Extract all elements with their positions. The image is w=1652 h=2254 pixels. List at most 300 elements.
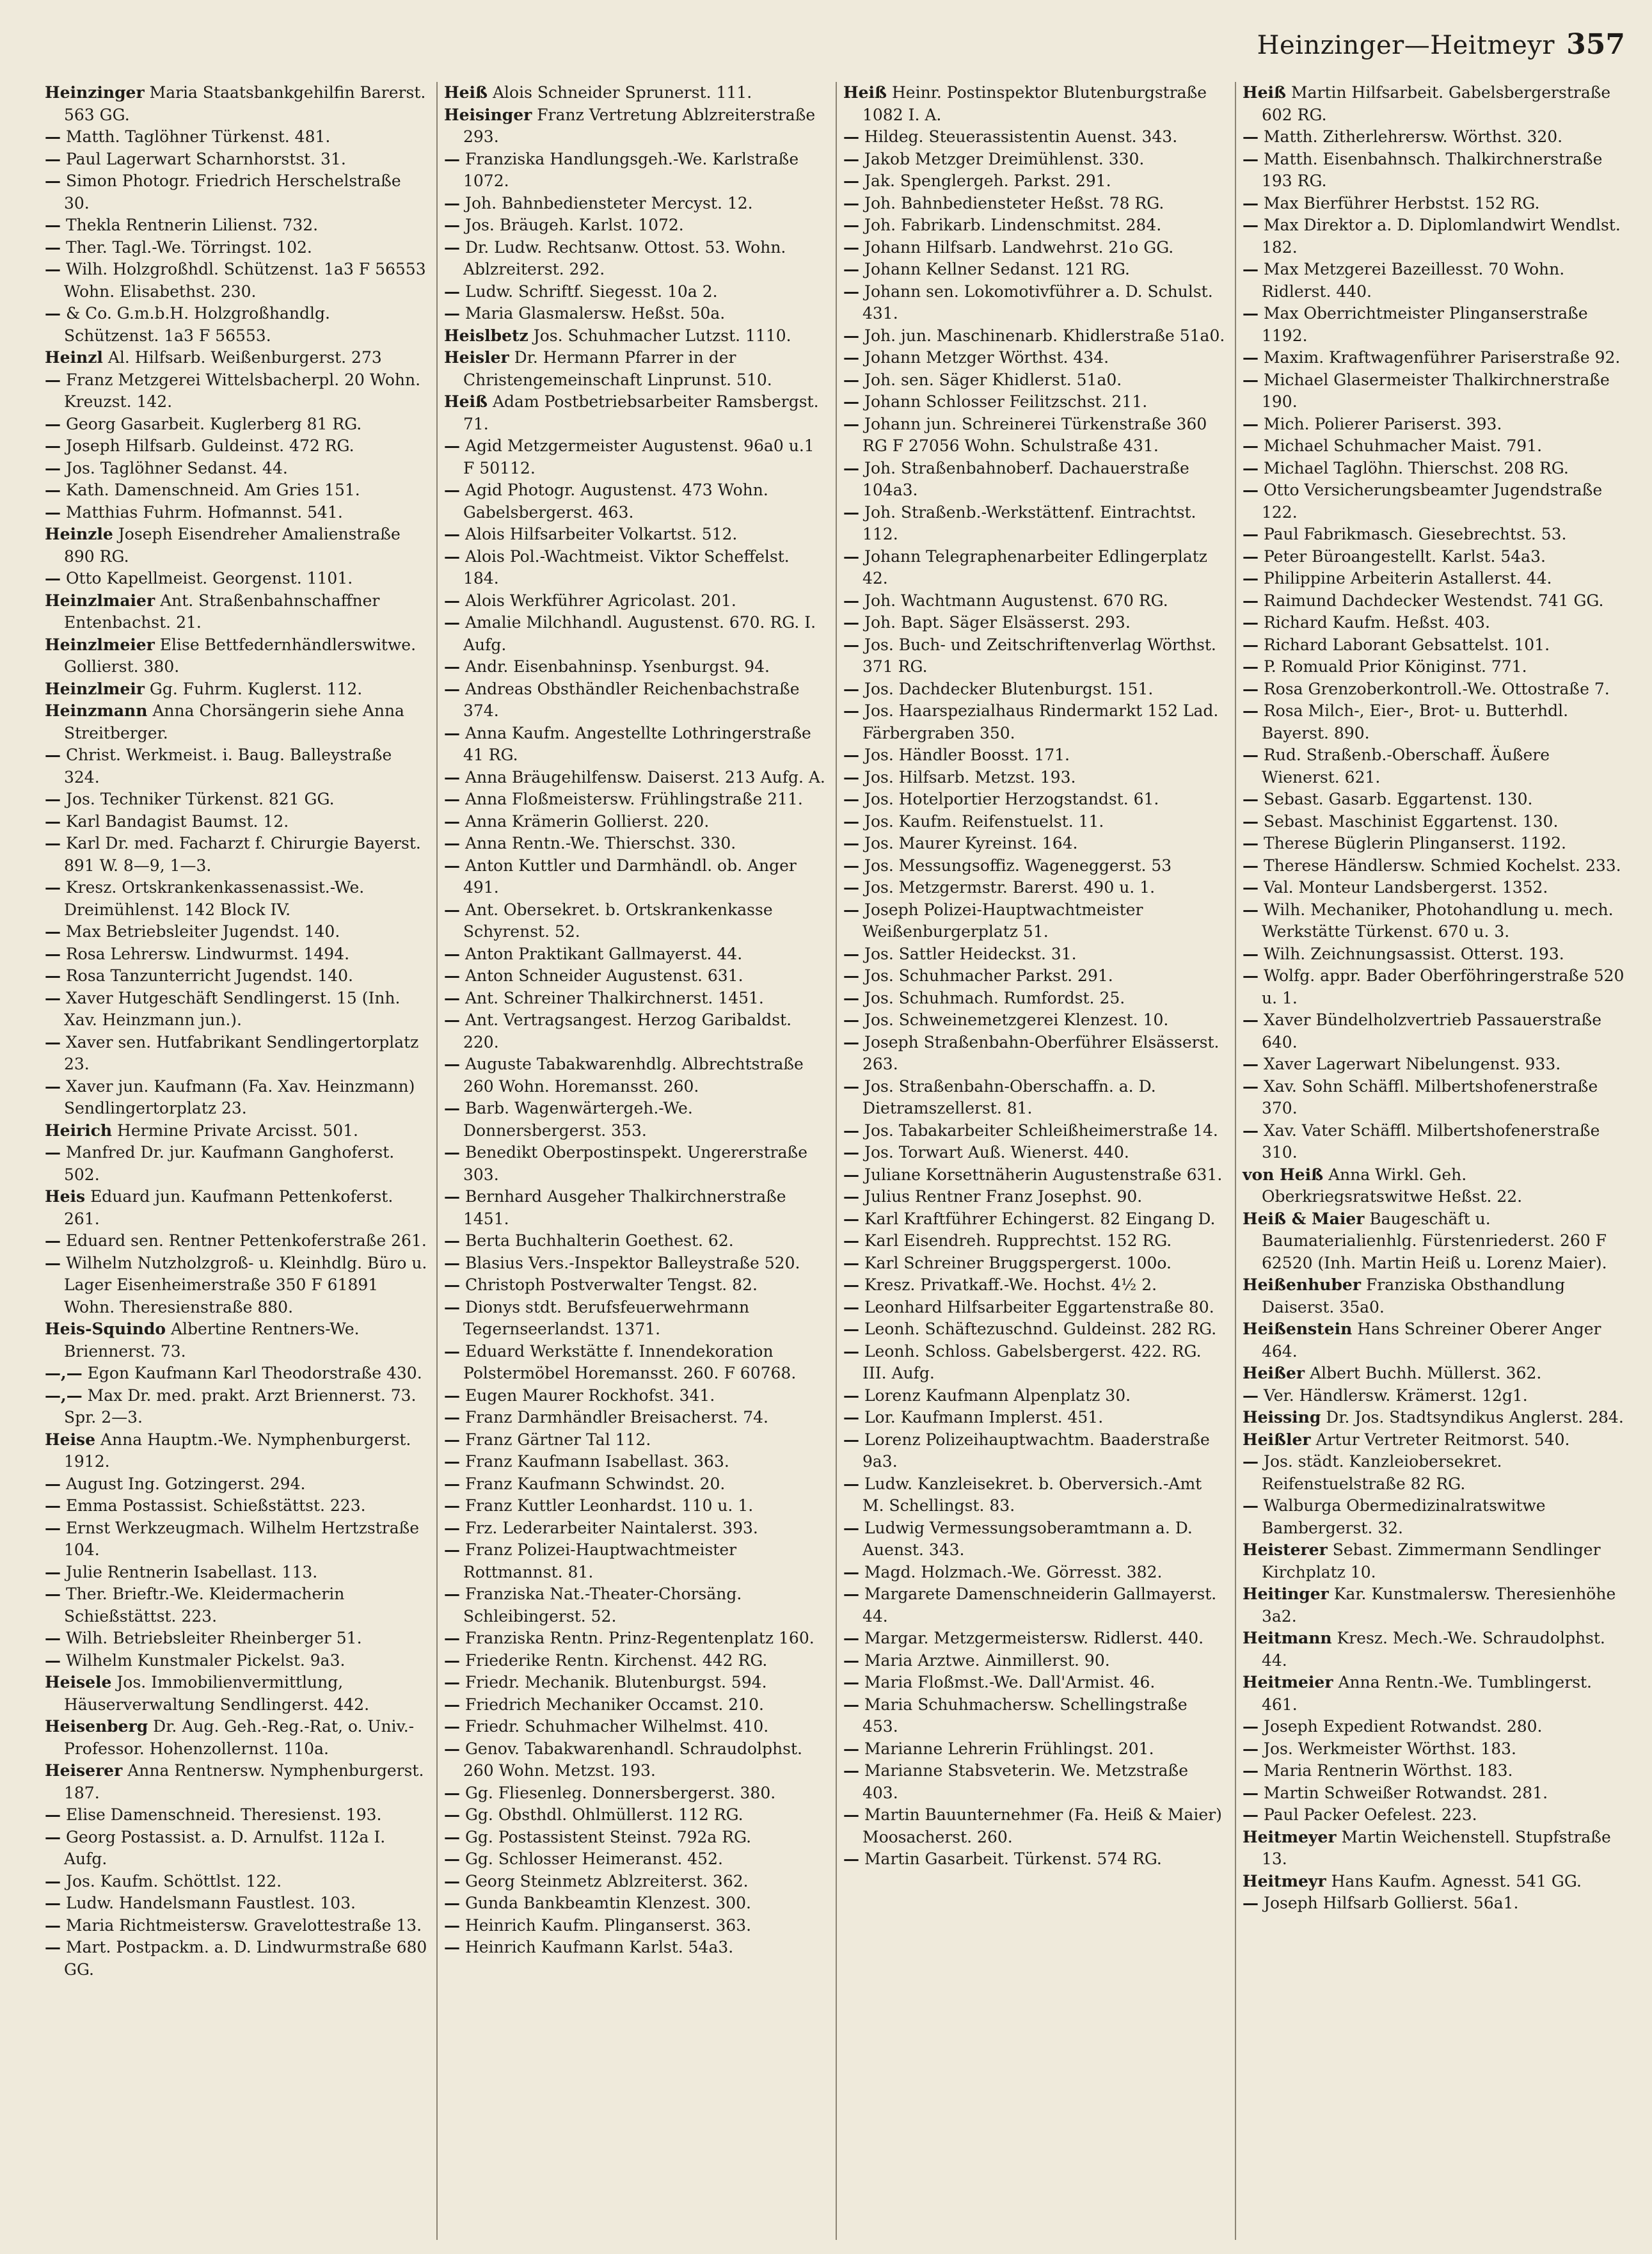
directory-entry <box>843 1760 1226 1804</box>
entry-surname: — <box>444 966 460 985</box>
directory-entry <box>45 1318 427 1363</box>
entry-details: Manfred Dr. jur. Kaufmann Ganghoferst. 502. <box>64 1143 395 1184</box>
entry-surname: — <box>444 1629 460 1647</box>
entry-surname: — <box>444 1253 460 1272</box>
directory-entry <box>45 1583 427 1627</box>
entry-details: Xaver Hutgeschäft Sendlingerst. 15 (Inh. Xav. Heinzmann jun.). <box>64 988 401 1029</box>
entry-surname: — <box>843 237 859 257</box>
entry-details: Al. Hilfsarb. Weißenburgerst. 273 <box>107 348 382 367</box>
entry-details: Jos. Immobilienvermittlung, Häuserverwaltung Sendlingerst. 442. <box>64 1673 370 1714</box>
entry-surname: — <box>45 966 61 985</box>
entry-details: Andr. Eisenbahninsp. Ysenburgst. 94. <box>465 657 770 676</box>
directory-entry <box>1243 1627 1625 1672</box>
entry-details: Wilh. Holzgroßhdl. Schützenst. 1a3 F 56553 Wohn. Elisabethst. 230. <box>64 260 426 301</box>
entry-surname: — <box>1243 635 1259 654</box>
directory-entry <box>444 237 827 281</box>
entry-surname: — <box>1243 260 1259 278</box>
entry-details: Gunda Bankbeamtin Klenzest. 300. <box>465 1894 751 1912</box>
entry-surname: — <box>1243 458 1259 477</box>
entry-details: Julie Rentnerin Isabellast. 113. <box>65 1562 318 1581</box>
entry-details: Martin Gasarbeit. Türkenst. 574 RG. <box>864 1850 1162 1868</box>
entry-details: Peter Büroangestellt. Karlst. 54a3. <box>1263 547 1546 566</box>
entry-surname: — <box>1243 436 1259 455</box>
entry-details: Agid Photogr. Augustenst. 473 Wohn. Gabelsbergerst. 463. <box>463 481 768 522</box>
directory-entry <box>45 1385 427 1429</box>
entry-surname: — <box>444 216 460 234</box>
entry-surname: — <box>45 1562 61 1581</box>
entry-surname: — <box>1243 525 1259 543</box>
directory-entry <box>843 546 1226 590</box>
directory-entry <box>843 237 1226 259</box>
entry-details: Auguste Tabakwarenhdlg. Albrechtstraße 260 Wohn. Horemansst. 260. <box>463 1055 804 1096</box>
entry-surname: — <box>1243 811 1259 831</box>
entry-surname: — <box>45 216 61 234</box>
directory-entry <box>45 1076 427 1120</box>
directory-entry <box>1243 568 1625 590</box>
directory-entry <box>843 899 1226 943</box>
entry-surname: — <box>444 1297 460 1316</box>
entry-details: Berta Buchhalterin Goethest. 62. <box>465 1231 734 1250</box>
entry-surname: — <box>843 127 859 146</box>
entry-details: Jos. Werkmeister Wörthst. 183. <box>1263 1739 1516 1758</box>
directory-entry <box>444 656 827 678</box>
entry-details: Jos. Hilfsarb. Metzst. 193. <box>864 767 1076 787</box>
directory-entry <box>1243 1318 1625 1363</box>
entry-details: Joseph Hilfsarb. Guldeinst. 472 RG. <box>65 436 354 455</box>
directory-entry <box>843 1120 1226 1142</box>
entry-details: Jos. Buch- und Zeitschriftenverlag Wörthst. 371 RG. <box>862 635 1216 676</box>
directory-entry <box>1243 369 1625 413</box>
entry-surname: von Heiß <box>1243 1165 1324 1184</box>
entry-details: Otto Kapellmeist. Georgenst. 1101. <box>65 569 353 587</box>
entry-surname: — <box>843 1408 859 1427</box>
entry-details: Christoph Postverwalter Tengst. 82. <box>465 1275 758 1294</box>
directory-entry <box>843 1694 1226 1738</box>
directory-entry <box>444 965 827 987</box>
entry-surname: — <box>444 1673 460 1691</box>
entry-surname: — <box>45 944 61 963</box>
entry-surname: — <box>843 547 859 566</box>
entry-details: Johann Hilfsarb. Landwehrst. 21o GG. <box>864 237 1174 257</box>
entry-details: Xav. Sohn Schäffl. Milbertshofenerstraße 370. <box>1262 1076 1598 1117</box>
column-4 <box>1235 82 1625 2240</box>
directory-entry <box>1243 1804 1625 1826</box>
entry-details: Leonh. Schäftezuschnd. Guldeinst. 282 RG. <box>864 1320 1217 1338</box>
entry-details: Dr. Aug. Geh.-Reg.-Rat, o. Univ.-Professor. Hohenzollernst. 110a. <box>64 1717 415 1758</box>
directory-entry <box>1243 1053 1625 1076</box>
entry-surname: — <box>1243 1739 1259 1758</box>
entry-surname: — <box>444 988 460 1007</box>
entry-details: Hans Kaufm. Agnesst. 541 GG. <box>1331 1871 1582 1890</box>
directory-entry <box>45 148 427 171</box>
entry-surname: — <box>843 1253 859 1272</box>
directory-entry <box>1243 899 1625 943</box>
entry-details: Max Bierführer Herbstst. 152 RG. <box>1263 193 1540 212</box>
directory-entry <box>45 170 427 214</box>
entry-details: Johann jun. Schreinerei Türkenstraße 360 RG F 27056 Wohn. Schulstraße 431. <box>862 414 1207 455</box>
entry-details: Joh. Bapt. Säger Elsässerst. 293. <box>864 613 1131 632</box>
directory-entry <box>444 524 827 546</box>
directory-entry <box>444 1517 827 1540</box>
entry-details: Heinr. Postinspektor Blutenburgstraße 1082 I. A. <box>862 83 1207 124</box>
directory-entry <box>45 678 427 701</box>
entry-surname: — <box>843 679 859 698</box>
entry-surname: — <box>1243 216 1259 234</box>
entry-surname: — <box>45 260 61 278</box>
entry-details: Val. Monteur Landsbergerst. 1352. <box>1263 878 1548 897</box>
directory-entry <box>444 148 827 193</box>
directory-entry <box>444 1672 827 1694</box>
entry-details: Anna Rentn.-We. Tumblingerst. 461. <box>1262 1673 1592 1714</box>
entry-details: Dr. Jos. Stadtsyndikus Anglerst. 284. <box>1326 1408 1624 1427</box>
entry-details: Ant. Vertragsangest. Herzog Garibaldst. 220. <box>463 1011 792 1051</box>
entry-surname: — <box>1243 1894 1259 1912</box>
entry-details: Joh. jun. Maschinenarb. Khidlerstraße 51a0. <box>864 326 1225 345</box>
entry-surname: — <box>1243 569 1259 587</box>
entry-details: Frz. Lederarbeiter Naintalerst. 393. <box>465 1518 758 1537</box>
entry-surname: — <box>444 1187 460 1206</box>
entry-details: Albert Buchh. Müllerst. 362. <box>1310 1364 1542 1382</box>
entry-surname: Heisler <box>444 348 509 367</box>
directory-entry <box>444 1098 827 1142</box>
directory-entry <box>444 214 827 237</box>
entry-surname: — <box>843 1187 859 1206</box>
entry-details: Johann sen. Lokomotivführer a. D. Schulst. 431. <box>862 282 1213 323</box>
entry-details: Gg. Fliesenleg. Donnersbergerst. 380. <box>465 1783 776 1802</box>
entry-details: Christ. Werkmeist. i. Baug. Balleystraße 324. <box>64 746 392 787</box>
entry-surname: — <box>45 1076 61 1096</box>
directory-entry <box>843 391 1226 413</box>
entry-surname: — <box>843 149 859 168</box>
entry-details: Michael Schuhmacher Maist. 791. <box>1263 436 1543 455</box>
entry-details: Sebast. Maschinist Eggartenst. 130. <box>1263 811 1559 831</box>
entry-details: Heinrich Kaufmann Karlst. 54a3. <box>465 1938 734 1956</box>
entry-details: Jos. Kaufm. Reifenstuelst. 11. <box>864 811 1104 831</box>
entry-details: Joseph Eisendreher Amalienstraße 890 RG. <box>64 525 401 566</box>
entry-surname: — <box>843 1209 859 1228</box>
directory-entry <box>444 1738 827 1782</box>
entry-surname: — <box>444 1386 460 1405</box>
directory-entry <box>843 369 1226 392</box>
entry-surname: — <box>1243 348 1259 367</box>
entry-surname: — <box>843 1275 859 1294</box>
directory-entry <box>444 1451 827 1473</box>
directory-entry <box>843 1672 1226 1694</box>
entry-details: Joseph Expedient Rotwandst. 280. <box>1263 1717 1543 1736</box>
entry-details: Jos. Schweinemetzgerei Klenzest. 10. <box>864 1011 1169 1029</box>
directory-entry <box>45 524 427 568</box>
entry-surname: Heiß & Maier <box>1243 1209 1365 1228</box>
directory-entry <box>1243 1672 1625 1716</box>
entry-surname: — <box>843 1341 859 1361</box>
entry-details: Margar. Metzgermeistersw. Ridlerst. 440. <box>864 1629 1204 1647</box>
entry-surname: — <box>843 282 859 301</box>
entry-details: Karl Schreiner Bruggspergerst. 100o. <box>864 1253 1171 1272</box>
entry-surname: — <box>444 481 460 499</box>
entry-details: Eduard Werkstätte f. Innendekoration Polstermöbel Horemansst. 260. F 60768. <box>463 1341 797 1382</box>
directory-entry <box>1243 943 1625 966</box>
entry-details: Simon Photogr. Friedrich Herschelstraße 30. <box>64 172 401 212</box>
entry-details: Anna Hauptm.-We. Nymphenburgerst. 1912. <box>64 1430 411 1471</box>
entry-surname: — <box>45 414 61 433</box>
entry-details: Franz Vertretung Ablzreiterstraße 293. <box>463 105 816 146</box>
entry-details: Johann Telegraphenarbeiter Edlingerplatz 42. <box>862 547 1207 587</box>
entry-details: August Ing. Gotzingerst. 294. <box>65 1474 306 1493</box>
directory-entry <box>45 126 427 148</box>
column-3 <box>836 82 1226 2240</box>
entry-surname: — <box>843 502 859 522</box>
directory-entry <box>45 1142 427 1186</box>
entry-surname: — <box>444 591 460 610</box>
entry-surname: — <box>843 1850 859 1868</box>
directory-entry <box>45 1562 427 1584</box>
entry-surname: — <box>444 149 460 168</box>
directory-entry <box>45 458 427 480</box>
entry-details: Anna Krämerin Gollierst. 220. <box>465 811 710 831</box>
entry-surname: Heinzlmeir <box>45 679 145 698</box>
entry-surname: — <box>1243 613 1259 632</box>
entry-surname: — <box>444 1143 460 1162</box>
entry-surname: Heisenberg <box>45 1717 148 1736</box>
entry-surname: — <box>45 1629 61 1647</box>
entry-surname: — <box>1243 1452 1259 1471</box>
directory-entry <box>843 634 1226 678</box>
entry-surname: — <box>444 1275 460 1294</box>
entry-surname: Heißler <box>1243 1430 1311 1449</box>
column-2 <box>436 82 827 2240</box>
entry-surname: — <box>843 260 859 278</box>
entry-details: Kath. Damenschneid. Am Gries 151. <box>65 481 360 499</box>
directory-entry <box>444 1539 827 1583</box>
entry-details: Franz Gärtner Tal 112. <box>465 1430 651 1449</box>
entry-details: Max Direktor a. D. Diplomlandwirt Wendlst. 182. <box>1262 216 1621 257</box>
directory-entry <box>843 877 1226 899</box>
entry-surname: — <box>444 436 460 455</box>
entry-details: Ludwig Vermessungsoberamtmann a. D. Auenst. 343. <box>862 1518 1193 1559</box>
entry-surname: — <box>843 1165 859 1184</box>
entry-details: Jos. Schuhmacher Parkst. 291. <box>864 966 1113 985</box>
entry-details: Martin Schweißer Rotwandst. 281. <box>1263 1783 1548 1802</box>
entry-surname: — <box>45 1651 61 1670</box>
entry-details: Ant. Obersekret. b. Ortskrankenkasse Schyrenst. 52. <box>463 900 773 941</box>
directory-entry <box>444 833 827 855</box>
entry-details: Alois Werkführer Agricolast. 201. <box>465 591 736 610</box>
entry-surname: — <box>45 569 61 587</box>
entry-details: Albertine Rentners-We. Briennerst. 73. <box>64 1320 360 1361</box>
directory-entry <box>1243 458 1625 480</box>
directory-entry <box>45 788 427 811</box>
entry-surname: — <box>843 1430 859 1449</box>
entry-details: Karl Dr. med. Facharzt f. Chirurgie Bayerst. 891 W. 8—9, 1—3. <box>64 834 421 875</box>
entry-details: Mart. Postpackm. a. D. Lindwurmstraße 680 GG. <box>64 1938 427 1979</box>
entry-details: Alois Hilfsarbeiter Volkartst. 512. <box>465 525 738 543</box>
entry-details: Heinrich Kaufm. Plinganserst. 363. <box>465 1915 752 1935</box>
directory-entry <box>444 1583 827 1627</box>
directory-entry <box>444 1495 827 1517</box>
entry-details: Marianne Lehrerin Frühlingst. 201. <box>864 1739 1154 1758</box>
entry-surname: Heislbetz <box>444 326 528 345</box>
directory-entry <box>45 700 427 744</box>
directory-entry <box>444 1142 827 1186</box>
entry-surname: — <box>1243 1761 1259 1780</box>
entry-surname: Heinzl <box>45 348 103 367</box>
entry-surname: — <box>1243 193 1259 212</box>
entry-surname: Heiß <box>444 83 488 102</box>
directory-entry <box>444 1650 827 1672</box>
entry-surname: — <box>1243 1805 1259 1824</box>
entry-details: Joseph Hilfsarb Gollierst. 56a1. <box>1263 1894 1519 1912</box>
entry-surname: — <box>843 811 859 831</box>
directory-columns <box>45 82 1625 2240</box>
directory-entry <box>444 1009 827 1053</box>
entry-details: Rud. Straßenb.-Oberschaff. Äußere Wienerst. 621. <box>1262 746 1550 787</box>
entry-details: Ernst Werkzeugmach. Wilhelm Hertzstraße 104. <box>64 1518 420 1559</box>
directory-entry <box>843 1341 1226 1385</box>
entry-surname: — <box>45 436 61 455</box>
directory-entry <box>1243 833 1625 855</box>
directory-entry <box>1243 811 1625 833</box>
entry-surname: — <box>45 481 61 499</box>
entry-surname: Heitmeyr <box>1243 1871 1326 1890</box>
entry-details: Kresz. Ortskrankenkassenassist.-We. Dreimühlenst. 142 Block IV. <box>64 878 365 919</box>
entry-details: Anna Rentn.-We. Thierschst. 330. <box>465 834 736 852</box>
entry-surname: — <box>444 856 460 875</box>
entry-details: Rosa Lehrersw. Lindwurmst. 1494. <box>65 944 350 963</box>
entry-details: Georg Gasarbeit. Kuglerberg 81 RG. <box>65 414 362 433</box>
entry-surname: — <box>45 1938 61 1956</box>
entry-details: Michael Taglöhn. Thierschst. 208 RG. <box>1263 458 1569 477</box>
directory-entry <box>45 1627 427 1650</box>
entry-surname: — <box>45 1143 61 1162</box>
entry-details: Joseph Straßenbahn-Oberführer Elsässerst. 263. <box>862 1032 1219 1073</box>
entry-details: Rosa Milch-, Eier-, Brot- u. Butterhdl. Bayerst. 890. <box>1262 701 1569 742</box>
directory-entry <box>1243 1407 1625 1429</box>
directory-entry <box>444 723 827 767</box>
directory-entry <box>843 1385 1226 1407</box>
entry-details: Matth. Zitherlehrersw. Wörthst. 320. <box>1263 127 1563 146</box>
directory-entry <box>843 1650 1226 1672</box>
directory-entry <box>843 347 1226 369</box>
directory-entry <box>45 590 427 634</box>
entry-surname: — <box>1243 1055 1259 1073</box>
entry-surname: — <box>444 657 460 676</box>
entry-surname: Heinzlmaier <box>45 591 155 610</box>
entry-details: Therese Büglerin Plinganserst. 1192. <box>1263 834 1566 852</box>
entry-surname: — <box>444 1739 460 1758</box>
directory-entry <box>843 943 1226 966</box>
entry-surname: — <box>843 1518 859 1537</box>
entry-details: Kresz. Mech.-We. Schraudolphst. 44. <box>1262 1629 1605 1670</box>
entry-surname: — <box>1243 547 1259 566</box>
entry-surname: — <box>843 613 859 632</box>
entry-surname: — <box>1243 1717 1259 1736</box>
entry-surname: Heinzlmeier <box>45 635 155 654</box>
entry-surname: — <box>45 922 61 941</box>
directory-entry <box>444 1937 827 1959</box>
directory-entry <box>1243 1583 1625 1627</box>
entry-details: Dr. Hermann Pfarrer in der Christengemeinschaft Linprunst. 510. <box>463 348 772 389</box>
entry-surname: — <box>444 1099 460 1117</box>
directory-entry <box>843 1032 1226 1076</box>
directory-entry <box>843 458 1226 502</box>
entry-details: Johann Kellner Sedanst. 121 RG. <box>864 260 1130 278</box>
entry-surname: — <box>444 723 460 742</box>
directory-entry <box>1243 1009 1625 1053</box>
entry-details: Jos. Taglöhner Sedanst. 44. <box>65 458 288 477</box>
directory-entry <box>1243 214 1625 259</box>
entry-surname: Heis-Squindo <box>45 1320 166 1338</box>
entry-details: Anna Rentnersw. Nymphenburgerst. 187. <box>64 1761 424 1802</box>
entry-details: Otto Versicherungsbeamter Jugendstraße 122. <box>1262 481 1603 522</box>
entry-details: Blasius Vers.-Inspektor Balleystraße 520. <box>465 1253 800 1272</box>
entry-details: Anton Kuttler und Darmhändl. ob. Anger 491. <box>463 856 797 897</box>
entry-surname: — <box>45 127 61 146</box>
directory-entry <box>444 546 827 590</box>
entry-details: Dr. Ludw. Rechtsanw. Ottost. 53. Wohn. Ablzreiterst. 292. <box>463 237 786 278</box>
entry-details: Barb. Wagenwärtergeh.-We. Donnersbergerst. 353. <box>463 1099 693 1140</box>
entry-surname: — <box>444 1894 460 1912</box>
directory-entry <box>1243 546 1625 568</box>
entry-details: Matth. Taglöhner Türkenst. 481. <box>65 127 331 146</box>
entry-surname: — <box>444 1341 460 1361</box>
entry-details: Xav. Vater Schäffl. Milbertshofenerstraße 310. <box>1262 1121 1600 1162</box>
directory-entry <box>45 1363 427 1385</box>
entry-details: Franziska Handlungsgeh.-We. Karlstraße 1072. <box>463 149 799 190</box>
directory-entry <box>1243 1429 1625 1451</box>
entry-details: Georg Steinmetz Ablzreiterst. 362. <box>465 1871 749 1890</box>
directory-entry <box>45 1473 427 1496</box>
entry-surname: — <box>843 414 859 433</box>
directory-entry <box>1243 612 1625 634</box>
entry-surname: — <box>45 172 61 190</box>
entry-surname: Heise <box>45 1430 96 1449</box>
entry-surname: — <box>843 1805 859 1824</box>
directory-entry <box>1243 1871 1625 1893</box>
entry-details: Maria Rentnerin Wörthst. 183. <box>1263 1761 1513 1780</box>
entry-details: Jos. Kaufm. Schöttlst. 122. <box>65 1871 282 1890</box>
entry-details: Wilhelm Nutzholzgroß- u. Kleinhdlg. Büro u. Lager Eisenheimerstraße 350 F 61891 Wohn. Theresienstraße 880. <box>64 1253 427 1316</box>
directory-entry <box>1243 193 1625 215</box>
entry-surname: — <box>1243 1076 1259 1096</box>
directory-entry <box>843 413 1226 458</box>
entry-details: Raimund Dachdecker Westendst. 741 GG. <box>1263 591 1604 610</box>
directory-entry <box>444 391 827 435</box>
entry-surname: — <box>45 1585 61 1603</box>
entry-details: Max Dr. med. prakt. Arzt Briennerst. 73. Spr. 2—3. <box>64 1386 417 1427</box>
entry-surname: — <box>444 1408 460 1427</box>
entry-surname: — <box>444 1850 460 1868</box>
entry-surname: — <box>45 1827 61 1846</box>
directory-entry <box>1243 855 1625 877</box>
entry-details: Joh. Wachtmann Augustenst. 670 RG. <box>864 591 1168 610</box>
entry-surname: Heiserer <box>45 1761 123 1780</box>
page-number: 357 <box>1566 28 1625 61</box>
entry-details: Eduard sen. Rentner Pettenkoferstraße 261. <box>65 1231 427 1250</box>
directory-entry <box>843 281 1226 325</box>
entry-surname: — <box>444 1474 460 1493</box>
entry-surname: Heißer <box>1243 1364 1305 1382</box>
directory-entry <box>1243 656 1625 678</box>
entry-surname: —,— <box>45 1364 83 1382</box>
entry-surname: — <box>45 1805 61 1824</box>
directory-entry <box>843 1804 1226 1848</box>
entry-surname: — <box>444 1540 460 1559</box>
directory-entry <box>45 1032 427 1076</box>
directory-entry <box>45 1937 427 1981</box>
directory-entry <box>843 788 1226 811</box>
entry-details: Matthias Fuhrm. Hofmannst. 541. <box>65 502 343 522</box>
entry-surname: — <box>444 1496 460 1515</box>
